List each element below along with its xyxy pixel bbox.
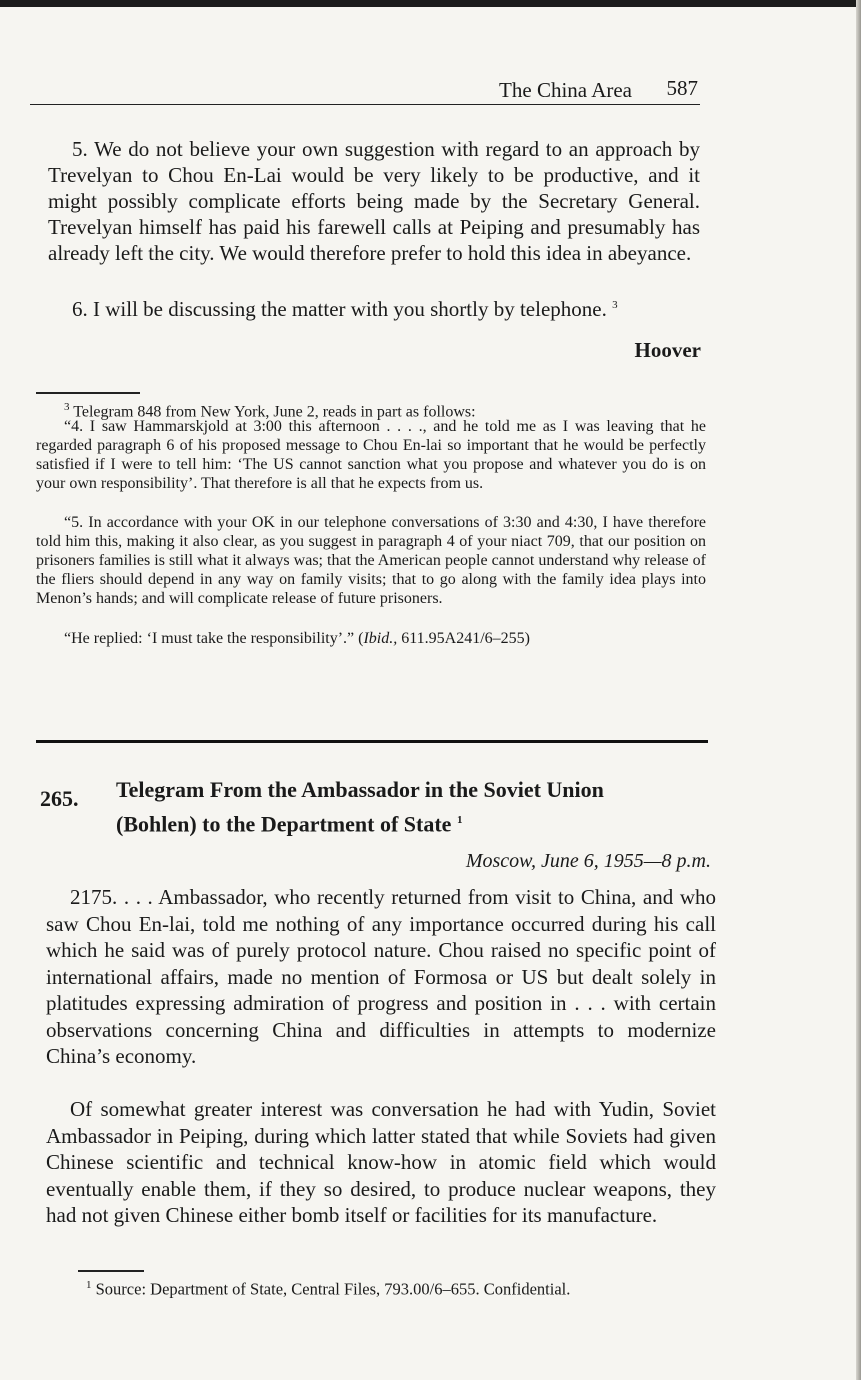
footnote-3-quote-5: “5. In accordance with your OK in our telephone conversations of 3:30 and 4:30, I have therefore told him this, making it also clear, as you suggest in paragraph 4 of your niact 709, that our position on prisoners families is still what it always was; that the American people cannot understand why release of the fliers should depend in any way on family visits; that to go along with the family idea plays into Menon’s hands; and will complicate release of future prisoners.: [36, 514, 706, 607]
page-right-edge: [856, 0, 861, 1380]
paragraph-6: [48, 292, 700, 322]
telegram-paragraph-2: Of somewhat greater interest was conversation he had with Yudin, Soviet Ambassador in Peiping, during which latter stated that while Soviets had given Chinese scientific and technical know-how in atomic field which would eventually enable them, if they so desired, to produce nuclear weapons, they had not given Chinese either bomb itself or facilities for its manufacture.: [46, 1097, 716, 1227]
signature: Hoover: [634, 338, 701, 362]
footnote-3-marker: 3: [64, 401, 70, 413]
page-top-border: [0, 0, 861, 7]
footnote-1-text: Source: Department of State, Central Files, 793.00/6–655. Confidential.: [95, 1279, 571, 1299]
footnote-1-marker: 1: [86, 1279, 92, 1291]
document-title-text: Telegram From the Ambassador in the Soviet Union (Bohlen) to the Department of State: [116, 777, 604, 837]
footnote-3-intro-text: Telegram 848 from New York, June 2, reads in part as follows:: [73, 403, 476, 421]
footnote-divider: [36, 392, 140, 394]
section-divider: [36, 740, 708, 743]
telegram-paragraph-1: 2175. . . . Ambassador, who recently returned from visit to China, and who saw Chou En-lai, told me nothing of any importance occurred during his call which he said was of purely protocol nature. Chou raised no specific point of international affairs, made no mention of Formosa or US but dealt solely in platitudes expressing admiration of progress and position in . . . with certain observations concerning China and difficulties in attempts to modernize China’s economy.: [46, 885, 716, 1068]
paragraph-6-text: 6. I will be discussing the matter with you shortly by telephone.: [72, 297, 607, 321]
footnote-1: [86, 1276, 706, 1299]
running-header-title: The China Area: [499, 78, 632, 102]
footnote-ref-3: 3: [612, 299, 618, 311]
page-number: 587: [666, 76, 698, 100]
footnote-3-ibid: Ibid.,: [363, 630, 398, 647]
footnote-3-reply-text: “He replied: ‘I must take the responsibility’.”: [64, 630, 355, 647]
document-title: [116, 775, 676, 839]
footnote-3-quote-4: “4. I saw Hammarskjold at 3:00 this afternoon . . . ., and he told me as I was leaving that he regarded paragraph 6 of his proposed message to Chou En-lai so important that he would be perfectly satisfied if I were to tell him: ‘The US cannot sanction what you propose and whatever you do is on your own responsibility’. That therefore is all that he expects from us.: [36, 418, 706, 492]
dateline: Moscow, June 6, 1955—8 p.m.: [465, 850, 711, 872]
paragraph-5: 5. We do not believe your own suggestion with regard to an approach by Trevelyan to Chou En-Lai would be very likely to be productive, and it might possibly complicate efforts being made by the Secretary General. Trevelyan himself has paid his farewell calls at Peiping and presumably has already left the city. We would therefore prefer to hold this idea in abeyance.: [48, 137, 700, 265]
footnote-3-citation: 611.95A241/6–255): [401, 630, 530, 647]
footnote-divider-2: [78, 1270, 144, 1272]
footnote-3-reply: “He replied: ‘I must take the responsibility’.” (Ibid., 611.95A241/6–255): [64, 630, 530, 647]
running-header: [30, 74, 700, 105]
document-number: 265.: [40, 786, 79, 811]
footnote-ref-1: 1: [456, 814, 463, 826]
